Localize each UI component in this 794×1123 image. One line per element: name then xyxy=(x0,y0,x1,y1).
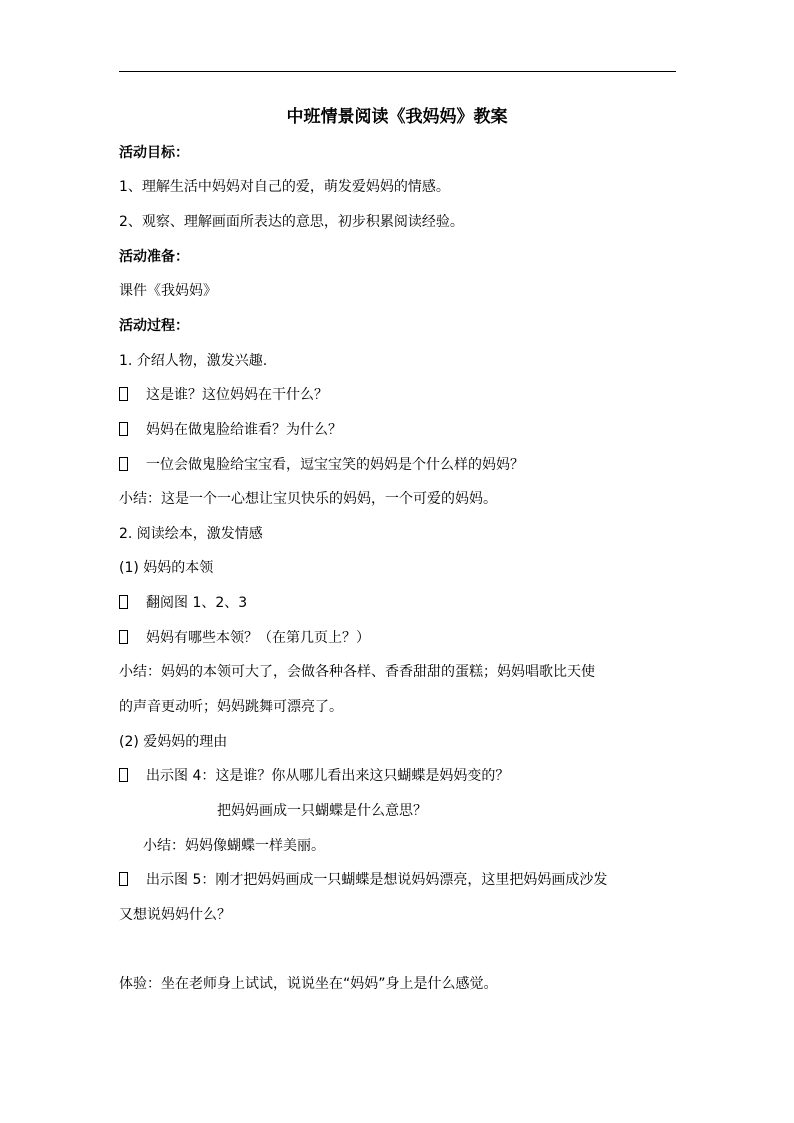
bullet-box-icon xyxy=(119,387,128,401)
bullet-box-icon xyxy=(119,457,128,471)
heading-goals: 活动目标： xyxy=(119,145,189,161)
list-item: 出示图 4：这是谁？你从哪儿看出来这只蝴蝶是妈妈变的？ xyxy=(119,766,509,786)
list-item: 一位会做鬼脸给宝宝看，逗宝宝笑的妈妈是个什么样的妈妈？ xyxy=(119,455,524,475)
document-title: 中班情景阅读《我妈妈》教案 xyxy=(286,107,508,127)
sub-heading-2: (2) 爱妈妈的理由 xyxy=(119,734,228,750)
heading-process: 活动过程： xyxy=(119,318,189,334)
experience: 体验：坐在老师身上试试，说说坐在“妈妈”身上是什么感觉。 xyxy=(119,976,498,992)
step-1: 1. 介绍人物，激发兴趣. xyxy=(119,353,268,369)
list-item: 出示图 5：刚才把妈妈画成一只蝴蝶是想说妈妈漂亮，这里把妈妈画成沙发 xyxy=(119,870,607,890)
summary-1: 小结：这是一个一心想让宝贝快乐的妈妈，一个可爱的妈妈。 xyxy=(119,491,497,507)
list-item: 妈妈有哪些本领？（在第几页上？） xyxy=(119,628,370,648)
bullet-box-icon xyxy=(119,872,128,886)
bullet-box-icon xyxy=(119,768,128,782)
bullet-box-icon xyxy=(119,630,128,644)
summary-2-line-2: 的声音更动听；妈妈跳舞可漂亮了。 xyxy=(119,699,343,715)
list-item-continuation: 又想说妈妈什么？ xyxy=(119,907,231,923)
prep-item: 课件《我妈妈》 xyxy=(119,283,217,299)
list-item-continuation: 把妈妈画成一只蝴蝶是什么意思？ xyxy=(217,803,427,819)
bullet-box-icon xyxy=(119,422,128,436)
header-rule xyxy=(119,71,676,72)
summary-2-line-1: 小结：妈妈的本领可大了，会做各种各样、香香甜甜的蛋糕；妈妈唱歌比天使 xyxy=(119,664,595,680)
list-item: 妈妈在做鬼脸给谁看？为什么？ xyxy=(119,420,342,440)
goal-2: 2、观察、理解画面所表达的意思，初步积累阅读经验。 xyxy=(119,214,464,230)
list-item: 翻阅图 1、2、3 xyxy=(119,593,247,613)
sub-heading-1: (1) 妈妈的本领 xyxy=(119,560,214,576)
bullet-box-icon xyxy=(119,595,128,609)
summary-3: 小结：妈妈像蝴蝶一样美丽。 xyxy=(143,838,325,854)
goal-1: 1、理解生活中妈妈对自己的爱，萌发爱妈妈的情感。 xyxy=(119,179,450,195)
list-item: 这是谁？这位妈妈在干什么？ xyxy=(119,385,328,405)
heading-prep: 活动准备： xyxy=(119,249,189,265)
step-2: 2. 阅读绘本，激发情感 xyxy=(119,526,263,542)
